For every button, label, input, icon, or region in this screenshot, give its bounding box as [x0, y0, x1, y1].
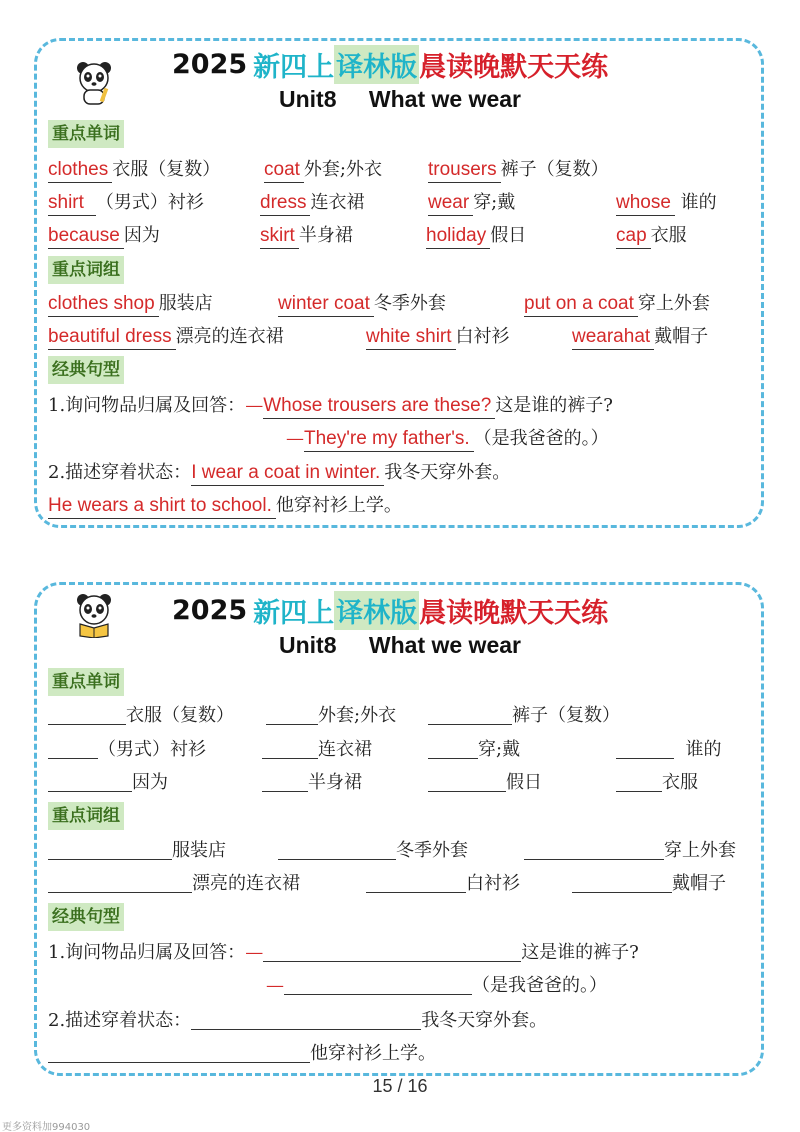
- phrase-cn: 冬季外套: [373, 293, 446, 314]
- word-blank-item: [262, 769, 362, 797]
- phrase-item: [572, 323, 708, 351]
- sentence-cn: 他穿衬衫上学。: [275, 495, 402, 516]
- word-en: dress: [260, 191, 310, 216]
- word-en: whose: [616, 191, 675, 216]
- phrase-cn: 穿上外套: [664, 840, 736, 861]
- word-en: cap: [616, 224, 651, 249]
- phrase-cn: 白衬衫: [466, 873, 520, 894]
- dash: —: [245, 395, 264, 416]
- word-item: [260, 189, 364, 217]
- word-en: wear: [428, 191, 473, 216]
- answer-blank[interactable]: [48, 770, 132, 792]
- sentence-label: 1.询问物品归属及回答：: [48, 942, 246, 963]
- sentence-2-example-blank: [48, 1040, 436, 1068]
- word-cn: 衣服（复数）: [126, 705, 234, 726]
- dash: —: [245, 942, 264, 963]
- phrase-cn: 冬季外套: [396, 840, 468, 861]
- word-en: shirt: [48, 191, 96, 216]
- sentence-cn: 这是谁的裤子?: [521, 942, 639, 963]
- word-blank-item: [428, 736, 520, 764]
- sentence-1: [48, 392, 613, 420]
- phrase-item: [48, 290, 213, 318]
- title-subtitle: 晨读晚默天天练: [419, 597, 609, 629]
- word-cn: 假日: [490, 225, 527, 246]
- word-en: because: [48, 224, 124, 249]
- sentence-label: 2.描述穿着状态：: [48, 462, 192, 483]
- word-item: [428, 189, 515, 217]
- unit-code: Unit8: [279, 86, 337, 112]
- sentence-2-example: [48, 492, 402, 520]
- section-key-phrases: 重点词组: [48, 802, 124, 830]
- phrase-en: put on a coat: [524, 292, 638, 317]
- word-blank-item: [616, 769, 698, 797]
- answer-blank[interactable]: [191, 1008, 421, 1030]
- section-key-words: 重点单词: [48, 120, 124, 148]
- word-cn: 连衣裙: [318, 739, 372, 760]
- word-cn: 裤子（复数）: [500, 159, 609, 180]
- word-item: [264, 156, 382, 184]
- word-cn: （男式）衬衫: [98, 739, 206, 760]
- answer-blank[interactable]: [428, 737, 478, 759]
- answer-blank[interactable]: [616, 737, 674, 759]
- word-cn: 裤子（复数）: [512, 705, 620, 726]
- word-item: [48, 189, 204, 217]
- phrase-blank-item: [48, 870, 300, 898]
- phrase-en: white shirt: [366, 325, 456, 350]
- word-blank-item: [48, 702, 234, 730]
- word-cn: 衣服: [650, 225, 687, 246]
- word-cn: （男式）衬衫: [95, 192, 204, 213]
- sentence-cn: 这是谁的裤子?: [495, 395, 613, 416]
- word-item: [48, 222, 160, 250]
- phrase-cn: 漂亮的连衣裙: [192, 873, 300, 894]
- title-edition: 译林版: [334, 45, 419, 84]
- word-en: coat: [264, 158, 304, 183]
- phrase-en: wearahat: [572, 325, 654, 350]
- word-blank-item: [48, 736, 206, 764]
- word-cn: 半身裙: [298, 225, 353, 246]
- section-key-sentences: 经典句型: [48, 356, 124, 384]
- word-cn: 假日: [506, 772, 542, 793]
- answer-blank[interactable]: [284, 973, 472, 995]
- word-blank-item: [428, 702, 620, 730]
- answer-blank[interactable]: [262, 770, 308, 792]
- answer-blank[interactable]: [366, 871, 466, 893]
- answer-blank[interactable]: [48, 838, 172, 860]
- section-key-phrases: 重点词组: [48, 256, 124, 284]
- sentence-2: [48, 459, 510, 487]
- phrase-cn: 服装店: [158, 293, 213, 314]
- answer-blank[interactable]: [262, 737, 318, 759]
- title-grade: 新四上: [253, 597, 335, 629]
- word-item: [260, 222, 353, 250]
- sentence-en: Whose trousers are these?: [263, 394, 495, 419]
- sentence-2-blank: [48, 1007, 547, 1035]
- sentence-cn: （是我爸爸的。）: [472, 975, 607, 996]
- word-cn: 衣服: [662, 772, 698, 793]
- answer-blank[interactable]: [524, 838, 664, 860]
- answer-blank[interactable]: [428, 770, 506, 792]
- word-en: skirt: [260, 224, 299, 249]
- word-en: holiday: [426, 224, 490, 249]
- word-cn: 谁的: [680, 192, 717, 213]
- phrase-cn: 服装店: [172, 840, 226, 861]
- word-cn: 连衣裙: [310, 192, 365, 213]
- answer-blank[interactable]: [48, 703, 126, 725]
- unit-name: What we wear: [368, 86, 521, 112]
- word-cn: 因为: [132, 772, 168, 793]
- word-cn: 外套;外衣: [318, 705, 397, 726]
- phrase-cn: 戴帽子: [654, 326, 709, 347]
- unit-heading: [0, 86, 800, 113]
- title-edition: 译林版: [334, 591, 419, 630]
- sentence-en: I wear a coat in winter.: [191, 461, 384, 486]
- answer-blank[interactable]: [266, 703, 318, 725]
- word-item: [428, 156, 609, 184]
- word-cn: 因为: [123, 225, 160, 246]
- title-subtitle: 晨读晚默天天练: [419, 51, 609, 83]
- answer-blank[interactable]: [572, 871, 672, 893]
- phrase-blank-item: [524, 837, 736, 865]
- sentence-cn: 他穿衬衫上学。: [310, 1043, 436, 1064]
- phrase-blank-item: [48, 837, 226, 865]
- sentence-label: 2.描述穿着状态：: [48, 1010, 192, 1031]
- word-cn: 外套;外衣: [303, 159, 382, 180]
- phrase-blank-item: [366, 870, 520, 898]
- phrase-cn: 穿上外套: [637, 293, 710, 314]
- answer-blank[interactable]: [263, 940, 521, 962]
- phrase-cn: 白衬衫: [455, 326, 510, 347]
- unit-code: Unit8: [279, 632, 337, 658]
- worksheet-title: [172, 44, 608, 84]
- sentence-1-blank: [48, 939, 639, 967]
- sentence-en: He wears a shirt to school.: [48, 494, 276, 519]
- sentence-cn: 我冬天穿外套。: [421, 1010, 548, 1031]
- word-cn: 半身裙: [308, 772, 362, 793]
- phrase-item: [278, 290, 446, 318]
- word-cn: 谁的: [685, 739, 722, 760]
- word-blank-item: [48, 769, 168, 797]
- phrase-en: beautiful dress: [48, 325, 176, 350]
- word-cn: 穿;戴: [473, 192, 516, 213]
- dash: —: [266, 975, 284, 996]
- word-item: [616, 189, 717, 217]
- word-blank-item: [262, 736, 372, 764]
- word-cn: 衣服（复数）: [112, 159, 221, 180]
- phrase-blank-item: [278, 837, 468, 865]
- phrase-item: [366, 323, 510, 351]
- sentence-1-answer-blank: [266, 972, 607, 1000]
- worksheet-title: [172, 590, 608, 630]
- answer-blank[interactable]: [48, 871, 192, 893]
- word-blank-item: [428, 769, 542, 797]
- page-number: 15 / 16: [372, 1076, 428, 1096]
- answer-blank[interactable]: [48, 737, 98, 759]
- sentence-en: They're my father's.: [304, 427, 474, 452]
- title-grade: 新四上: [253, 51, 335, 83]
- dash: —: [286, 428, 304, 449]
- phrase-cn: 戴帽子: [672, 873, 726, 894]
- word-item: [48, 156, 220, 184]
- word-cn: 穿;戴: [478, 739, 521, 760]
- word-en: clothes: [48, 158, 112, 183]
- phrase-cn: 漂亮的连衣裙: [175, 326, 284, 347]
- title-year: 2025: [172, 594, 248, 626]
- sentence-label: 1.询问物品归属及回答：: [48, 395, 246, 416]
- sentence-cn: 我冬天穿外套。: [384, 462, 511, 483]
- word-item: [426, 222, 526, 250]
- phrase-item: [524, 290, 710, 318]
- sentence-1-answer: [286, 425, 609, 453]
- section-key-sentences: 经典句型: [48, 903, 124, 931]
- word-blank-item: [616, 736, 721, 764]
- answer-blank[interactable]: [428, 703, 512, 725]
- title-year: 2025: [172, 48, 248, 80]
- phrase-en: clothes shop: [48, 292, 159, 317]
- phrase-blank-item: [572, 870, 726, 898]
- unit-name: What we wear: [368, 632, 521, 658]
- phrase-en: winter coat: [278, 292, 374, 317]
- watermark-text: 更多资料加994030: [2, 1122, 91, 1132]
- phrase-item: [48, 323, 284, 351]
- answer-blank[interactable]: [278, 838, 396, 860]
- unit-heading: [0, 632, 800, 659]
- word-en: trousers: [428, 158, 501, 183]
- answer-blank[interactable]: [616, 770, 662, 792]
- answer-blank[interactable]: [48, 1041, 310, 1063]
- word-blank-item: [266, 702, 396, 730]
- word-item: [616, 222, 687, 250]
- section-key-words: 重点单词: [48, 668, 124, 696]
- sentence-cn: （是我爸爸的。）: [473, 428, 609, 449]
